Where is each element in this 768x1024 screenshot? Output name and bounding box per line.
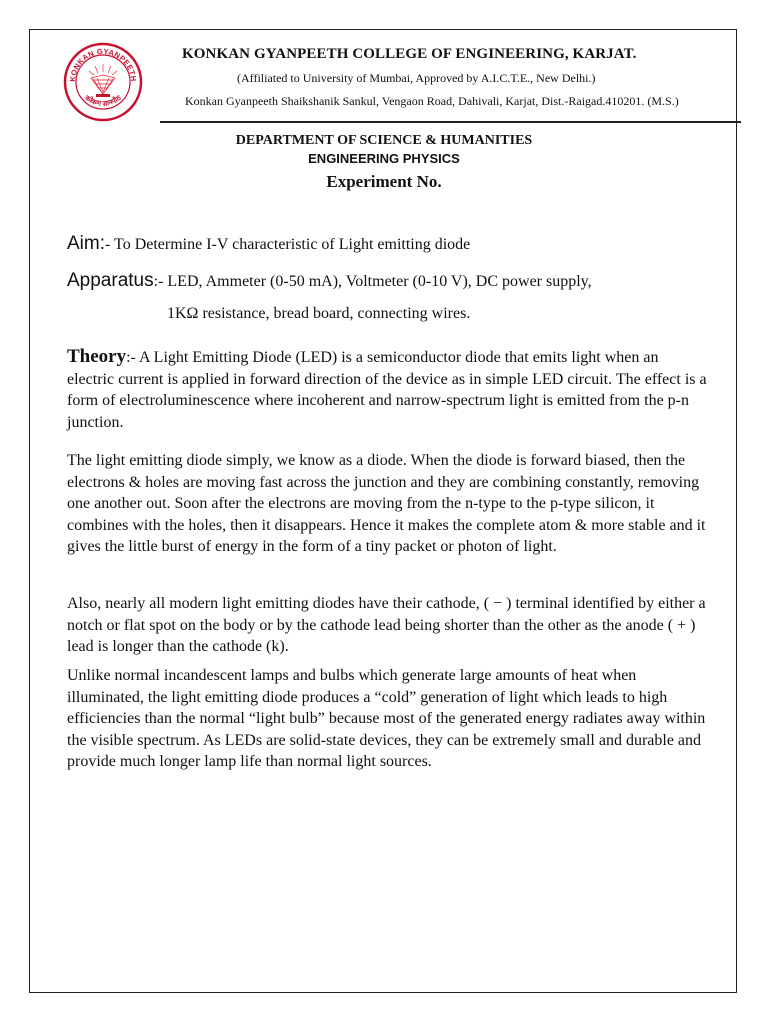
theory-text: :- A Light Emitting Diode (LED) is a semiconductor diode that emits light when an electric current is applied in forward direction of the device as in simple LED circuit. The effect is a form of electroluminescence where incoherent and narrow-spectrum light is emitted from the p-n junction.	[67, 349, 707, 431]
paragraph-led-efficiency: Unlike normal incandescent lamps and bulbs which generate large amounts of heat when illuminated, the light emitting diode produces a “cold” generation of light which leads to high efficiencies than the normal “light bulb” because most of the generated energy radiates away within the visible spectrum. As LEDs are solid-state devices, they can be extremely small and durable and provide much longer lamp life than normal light sources.	[67, 667, 706, 770]
apparatus-text-line2: 1KΩ resistance, bread board, connecting wires.	[167, 305, 471, 322]
apparatus-section	[67, 270, 592, 292]
apparatus-label: Apparatus	[67, 270, 154, 291]
paragraph-cathode-identification: Also, nearly all modern light emitting diodes have their cathode, ( − ) terminal identified by either a notch or flat spot on the body or by the cathode lead being shorter than the other as the anode ( + ) lead is longer than the cathode (k).	[67, 595, 706, 655]
aim-text: - To Determine I-V characteristic of Light emitting diode	[105, 236, 471, 253]
college-address: Konkan Gyanpeeth Shaikshanik Sankul, Vengaon Road, Dahivali, Karjat, Dist.-Raigad.410201. (M.S.)	[185, 94, 679, 108]
subject-title: ENGINEERING PHYSICS	[308, 151, 460, 166]
theory-section	[67, 346, 707, 433]
college-seal-logo-icon	[63, 42, 143, 122]
paragraph-led-operation: The light emitting diode simply, we know as a diode. When the diode is forward biased, then the electrons & holes are moving fast across the junction and they are combining constantly, removing one another out. Soon after the electrons are moving from the n-type to the p-type silicon, it combines with the holes, then it disappears. Hence it makes the complete atom & more stable and it gives the little burst of energy in the form of a tiny packet or photon of light.	[67, 452, 706, 555]
apparatus-text-line1: :- LED, Ammeter (0-50 mA), Voltmeter (0-10 V), DC power supply,	[153, 273, 592, 290]
logo-bottom-text: कोकण ज्ञानपीठ	[83, 93, 123, 108]
header-divider	[160, 121, 741, 123]
experiment-number: Experiment No.	[326, 172, 442, 191]
logo-top-text: KONKAN GYANPEETH	[67, 46, 139, 83]
aim-label: Aim:	[67, 233, 105, 254]
aim-section	[67, 233, 470, 255]
theory-label: Theory	[67, 346, 127, 367]
college-name: KONKAN GYANPEETH COLLEGE OF ENGINEERING, KARJAT.	[182, 46, 637, 62]
affiliation-text: (Affiliated to University of Mumbai, Approved by A.I.C.T.E., New Delhi.)	[237, 71, 596, 85]
department-title: DEPARTMENT OF SCIENCE & HUMANITIES	[235, 133, 533, 148]
